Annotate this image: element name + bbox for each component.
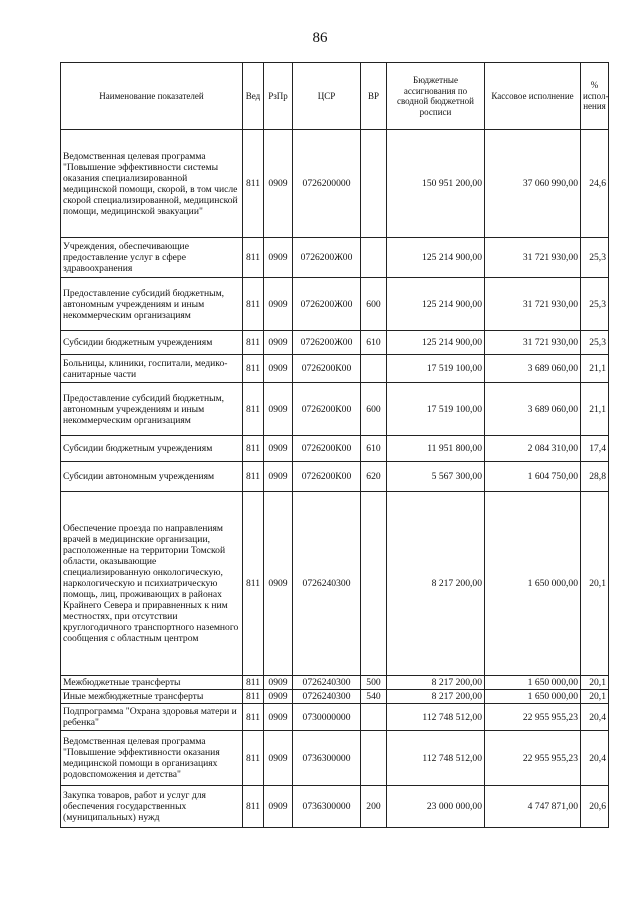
row-ved: 811 xyxy=(243,492,264,676)
row-csr: 0726200К00 xyxy=(293,436,361,462)
budget-table xyxy=(60,62,609,828)
table-row xyxy=(61,731,609,786)
table-row xyxy=(61,278,609,331)
row-csr: 0726240300 xyxy=(293,690,361,704)
row-rzpr: 0909 xyxy=(264,690,293,704)
row-pct: 21,1 xyxy=(581,383,609,436)
row-csr: 0726200К00 xyxy=(293,462,361,492)
row-budget: 11 951 800,00 xyxy=(387,436,485,462)
row-csr: 0726200Ж00 xyxy=(293,278,361,331)
row-ved: 811 xyxy=(243,786,264,828)
row-rzpr: 0909 xyxy=(264,436,293,462)
row-kassa: 37 060 990,00 xyxy=(485,130,581,238)
row-rzpr: 0909 xyxy=(264,786,293,828)
row-ved: 811 xyxy=(243,130,264,238)
header-vr: ВР xyxy=(361,63,387,130)
row-csr: 0736300000 xyxy=(293,786,361,828)
row-csr: 0726240300 xyxy=(293,492,361,676)
row-ved: 811 xyxy=(243,278,264,331)
table-row xyxy=(61,238,609,278)
header-name: Наименование показателей xyxy=(61,63,243,130)
row-ved: 811 xyxy=(243,462,264,492)
table-row xyxy=(61,704,609,731)
row-vr: 620 xyxy=(361,462,387,492)
row-budget: 17 519 100,00 xyxy=(387,383,485,436)
row-budget: 8 217 200,00 xyxy=(387,690,485,704)
row-kassa: 3 689 060,00 xyxy=(485,383,581,436)
row-pct: 20,1 xyxy=(581,492,609,676)
row-kassa: 2 084 310,00 xyxy=(485,436,581,462)
row-budget: 8 217 200,00 xyxy=(387,492,485,676)
row-budget: 125 214 900,00 xyxy=(387,331,485,355)
row-ved: 811 xyxy=(243,331,264,355)
row-budget: 150 951 200,00 xyxy=(387,130,485,238)
row-pct: 20,4 xyxy=(581,731,609,786)
row-pct: 25,3 xyxy=(581,278,609,331)
row-rzpr: 0909 xyxy=(264,462,293,492)
row-pct: 25,3 xyxy=(581,238,609,278)
row-name: Закупка товаров, работ и услуг для обеспечения государственных (муниципальных) нужд xyxy=(61,786,243,828)
row-vr: 600 xyxy=(361,278,387,331)
row-kassa: 22 955 955,23 xyxy=(485,731,581,786)
row-ved: 811 xyxy=(243,383,264,436)
row-vr xyxy=(361,704,387,731)
row-name: Иные межбюджетные трансферты xyxy=(61,690,243,704)
row-ved: 811 xyxy=(243,704,264,731)
table-row xyxy=(61,436,609,462)
row-ved: 811 xyxy=(243,355,264,383)
table-row xyxy=(61,462,609,492)
row-pct: 28,8 xyxy=(581,462,609,492)
row-budget: 23 000 000,00 xyxy=(387,786,485,828)
row-ved: 811 xyxy=(243,676,264,690)
row-budget: 8 217 200,00 xyxy=(387,676,485,690)
row-pct: 20,1 xyxy=(581,676,609,690)
row-budget: 112 748 512,00 xyxy=(387,731,485,786)
header-budget: Бюджетные ассигнования по сводной бюджетной росписи xyxy=(387,63,485,130)
row-ved: 811 xyxy=(243,436,264,462)
table-row xyxy=(61,690,609,704)
table-header-row xyxy=(61,63,609,130)
row-name: Предоставление субсидий бюджетным, автономным учреждениям и иным некоммерческим организациям xyxy=(61,278,243,331)
row-vr: 500 xyxy=(361,676,387,690)
row-ved: 811 xyxy=(243,731,264,786)
row-rzpr: 0909 xyxy=(264,238,293,278)
row-name: Больницы, клиники, госпитали, медико-санитарные части xyxy=(61,355,243,383)
row-name: Учреждения, обеспечивающие предоставление услуг в сфере здравоохранения xyxy=(61,238,243,278)
header-kassa: Кассовое исполнение xyxy=(485,63,581,130)
row-csr: 0726200К00 xyxy=(293,383,361,436)
row-vr xyxy=(361,731,387,786)
row-pct: 25,3 xyxy=(581,331,609,355)
row-name: Предоставление субсидий бюджетным, автономным учреждениям и иным некоммерческим организациям xyxy=(61,383,243,436)
row-kassa: 4 747 871,00 xyxy=(485,786,581,828)
row-rzpr: 0909 xyxy=(264,278,293,331)
row-name: Ведомственная целевая программа "Повышение эффективности оказания медицинской помощи в организациях родовспоможения и детства" xyxy=(61,731,243,786)
row-budget: 112 748 512,00 xyxy=(387,704,485,731)
row-rzpr: 0909 xyxy=(264,704,293,731)
row-csr: 0726240300 xyxy=(293,676,361,690)
row-name: Обеспечение проезда по направлениям врачей в медицинские организации, расположенные на территории Томской области, оказывающие специализированную онкологическую, наркологическую и психиатрическую помощь, лиц, проживающих в районах Крайнего Севера и приравненных к ним местностях, при отсутствии круглогодичного транспортного наземного сообщения с областным центром xyxy=(61,492,243,676)
row-kassa: 31 721 930,00 xyxy=(485,238,581,278)
row-name: Субсидии бюджетным учреждениям xyxy=(61,331,243,355)
row-csr: 0726200Ж00 xyxy=(293,331,361,355)
table-row xyxy=(61,676,609,690)
row-name: Подпрограмма "Охрана здоровья матери и ребенка" xyxy=(61,704,243,731)
row-kassa: 1 650 000,00 xyxy=(485,676,581,690)
row-kassa: 1 650 000,00 xyxy=(485,690,581,704)
row-vr: 540 xyxy=(361,690,387,704)
row-rzpr: 0909 xyxy=(264,383,293,436)
row-vr: 610 xyxy=(361,436,387,462)
row-kassa: 1 650 000,00 xyxy=(485,492,581,676)
row-csr: 0726200К00 xyxy=(293,355,361,383)
row-pct: 21,1 xyxy=(581,355,609,383)
row-budget: 17 519 100,00 xyxy=(387,355,485,383)
row-vr xyxy=(361,355,387,383)
row-csr: 0726200Ж00 xyxy=(293,238,361,278)
header-csr: ЦСР xyxy=(293,63,361,130)
header-rzpr: РзПр xyxy=(264,63,293,130)
row-rzpr: 0909 xyxy=(264,130,293,238)
row-rzpr: 0909 xyxy=(264,731,293,786)
row-kassa: 31 721 930,00 xyxy=(485,331,581,355)
row-ved: 811 xyxy=(243,690,264,704)
table-row xyxy=(61,492,609,676)
row-pct: 20,1 xyxy=(581,690,609,704)
row-kassa: 31 721 930,00 xyxy=(485,278,581,331)
row-vr: 600 xyxy=(361,383,387,436)
row-csr: 0726200000 xyxy=(293,130,361,238)
row-vr xyxy=(361,130,387,238)
row-rzpr: 0909 xyxy=(264,492,293,676)
row-vr: 200 xyxy=(361,786,387,828)
row-budget: 5 567 300,00 xyxy=(387,462,485,492)
row-vr xyxy=(361,238,387,278)
row-vr: 610 xyxy=(361,331,387,355)
row-name: Ведомственная целевая программа "Повышение эффективности системы оказания специализированной медицинской помощи, скорой, в том числе скорой специализированной, медицинской помощи, медицинской эвакуации" xyxy=(61,130,243,238)
page-number: 86 xyxy=(312,30,328,46)
table-row xyxy=(61,130,609,238)
table-row xyxy=(61,786,609,828)
row-pct: 17,4 xyxy=(581,436,609,462)
row-csr: 0736300000 xyxy=(293,731,361,786)
row-rzpr: 0909 xyxy=(264,355,293,383)
table-row xyxy=(61,331,609,355)
row-budget: 125 214 900,00 xyxy=(387,238,485,278)
row-vr xyxy=(361,492,387,676)
header-ved: Вед xyxy=(243,63,264,130)
row-kassa: 22 955 955,23 xyxy=(485,704,581,731)
row-name: Субсидии бюджетным учреждениям xyxy=(61,436,243,462)
row-kassa: 1 604 750,00 xyxy=(485,462,581,492)
row-name: Межбюджетные трансферты xyxy=(61,676,243,690)
row-ved: 811 xyxy=(243,238,264,278)
header-pct: % испол-нения xyxy=(581,63,609,130)
row-name: Субсидии автономным учреждениям xyxy=(61,462,243,492)
row-kassa: 3 689 060,00 xyxy=(485,355,581,383)
row-pct: 20,6 xyxy=(581,786,609,828)
table-row xyxy=(61,355,609,383)
row-pct: 24,6 xyxy=(581,130,609,238)
row-pct: 20,4 xyxy=(581,704,609,731)
row-rzpr: 0909 xyxy=(264,676,293,690)
row-csr: 0730000000 xyxy=(293,704,361,731)
row-budget: 125 214 900,00 xyxy=(387,278,485,331)
row-rzpr: 0909 xyxy=(264,331,293,355)
table-row xyxy=(61,383,609,436)
